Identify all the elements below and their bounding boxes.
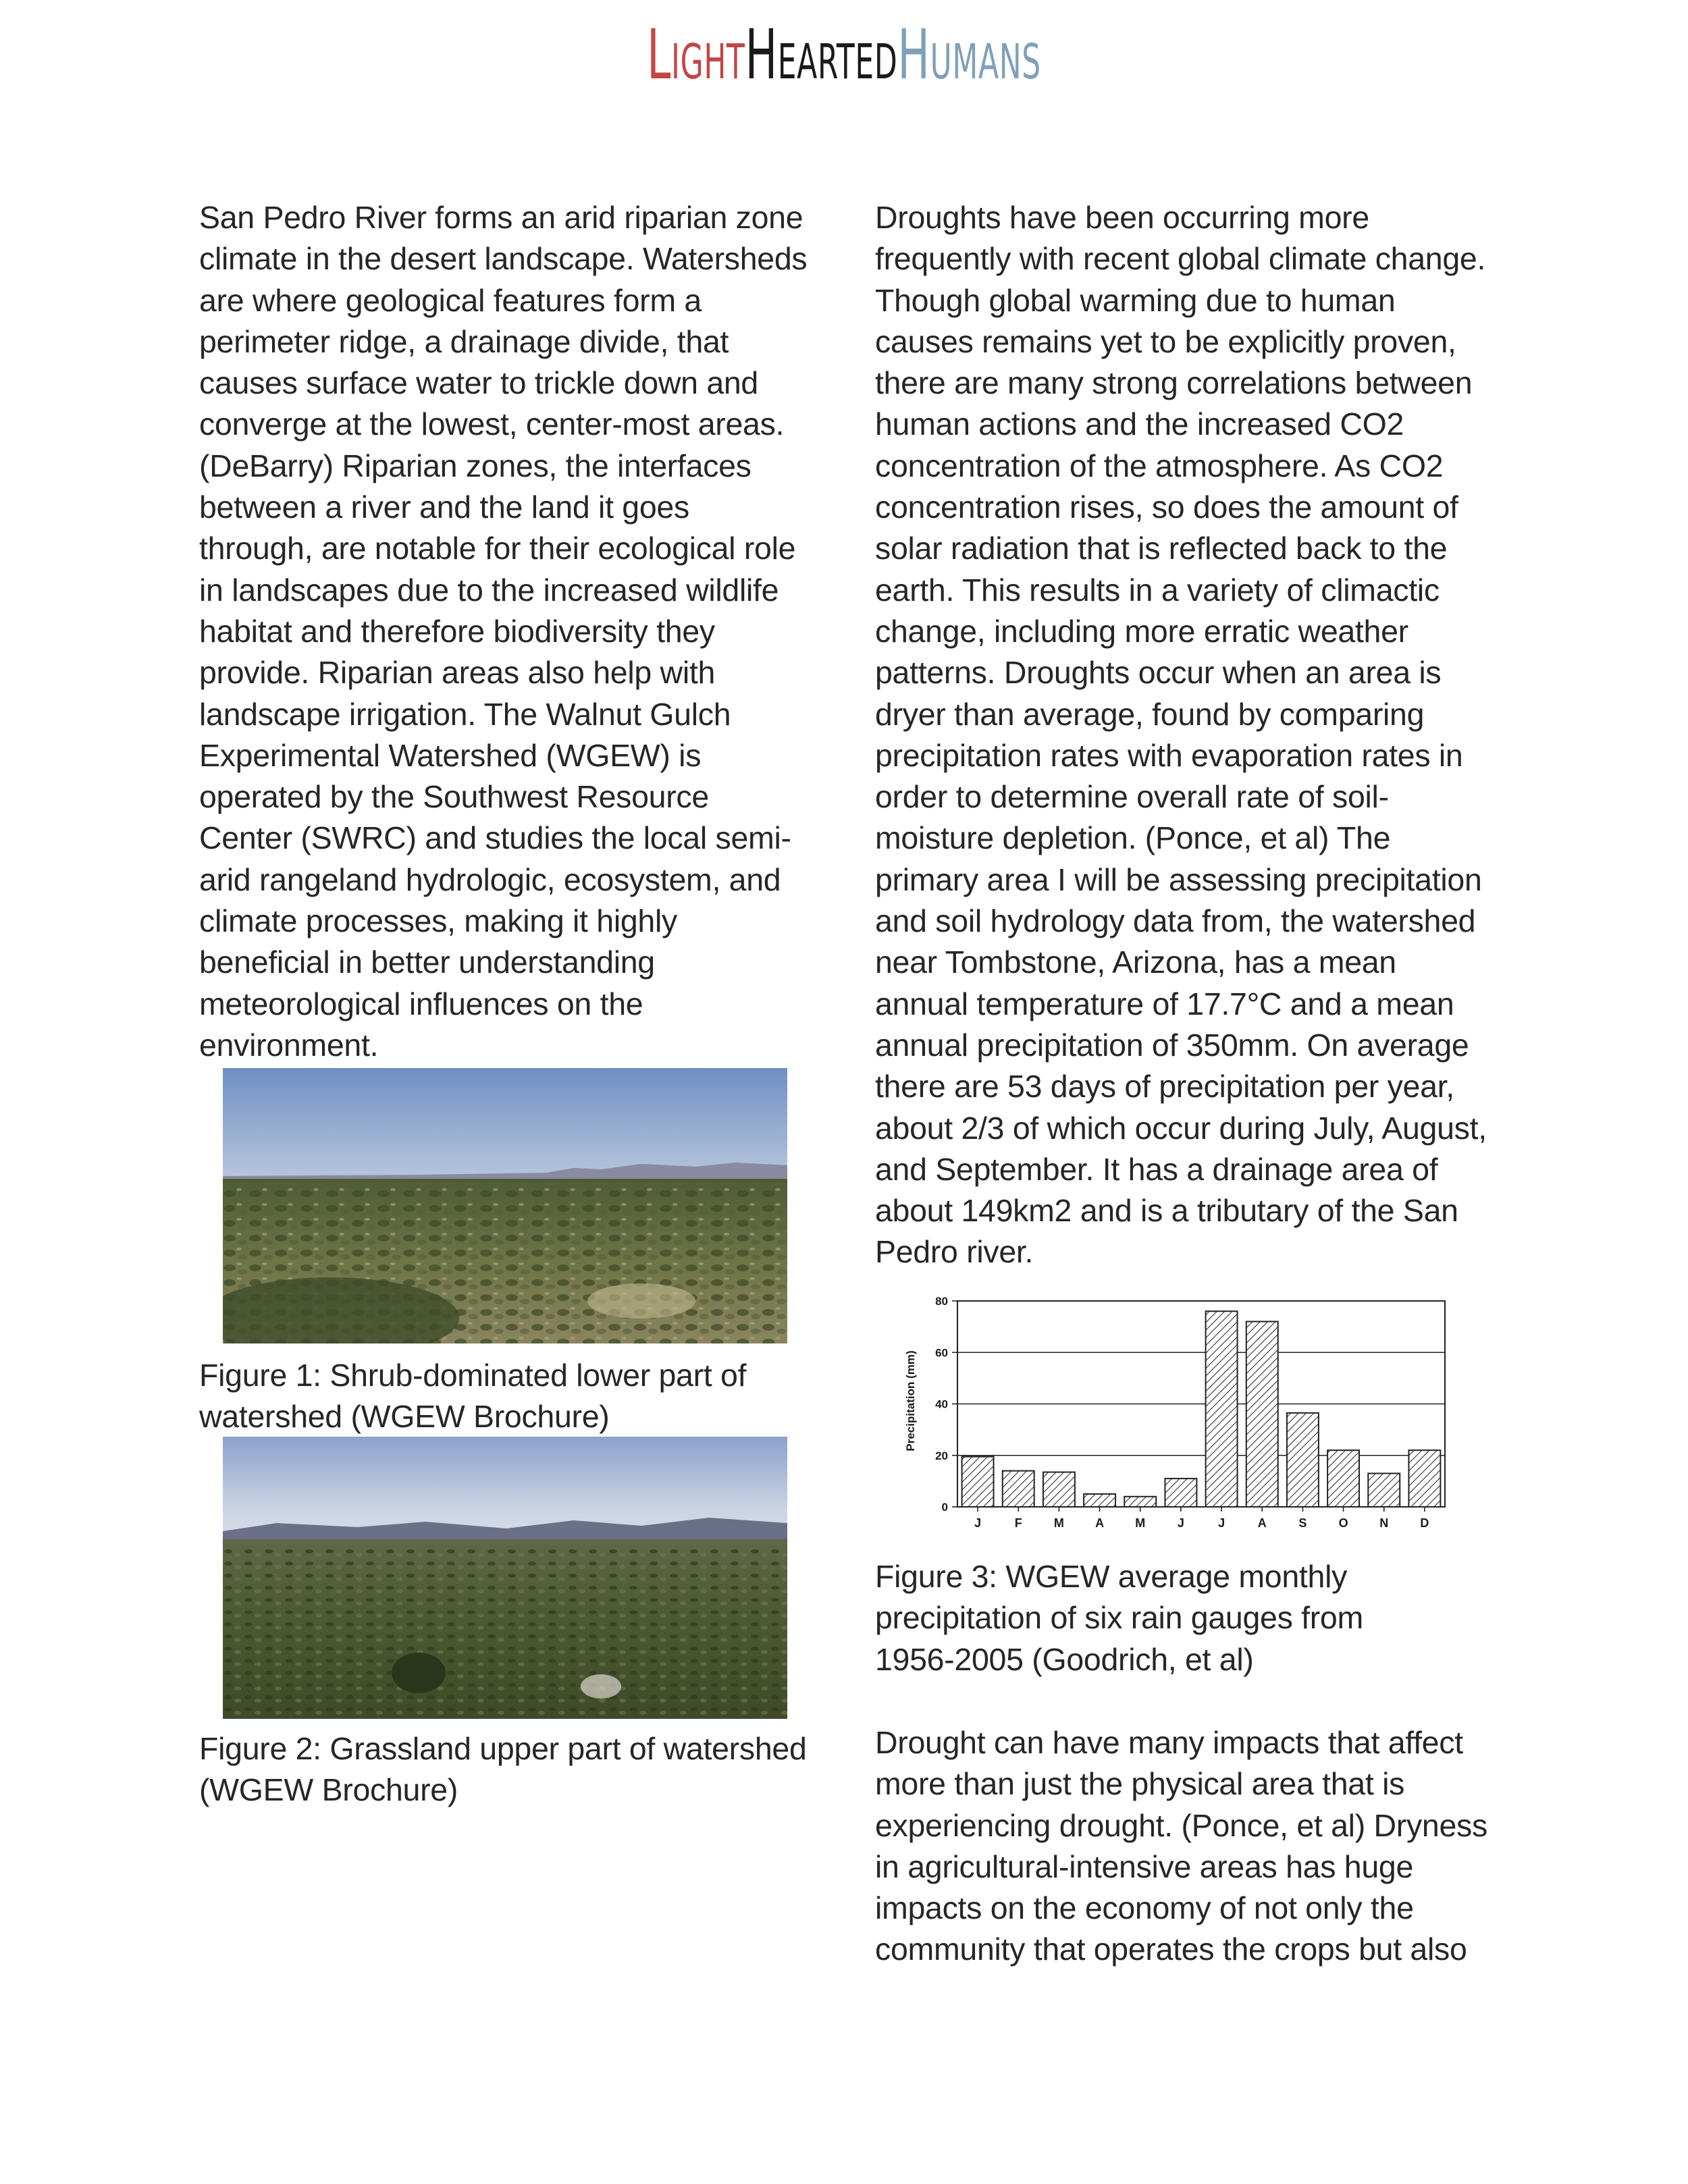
chart-bar-3: [1043, 1472, 1075, 1507]
intro-paragraph: San Pedro River forms an arid riparian zone climate in the desert landscape. Watersheds are where geological features form a perimeter ridge, a drainage divide, that causes surface water to trickle down and converge at the lowest, center-most areas. (DeBarry) Riparian zones, the interfaces between a river and the land it goes through, are notable for their ecological role in landscapes due to the increased wildlife habitat and therefore biodiversity they provide. Riparian areas also help with landscape irrigation. The Walnut Gulch Experimental Watershed (WGEW) is operated by the Southwest Resource Center (SWRC) and studies the local semi-arid rangeland hydrologic, ecosystem, and climate processes, making it highly beneficial in better understanding meteorological influences on the environment.: [199, 200, 808, 1063]
logo-word-light: Light: [647, 15, 745, 95]
logo-word-humans: Humans: [897, 15, 1041, 95]
chart-y-axis-label: Precipitation (mm): [904, 1350, 917, 1451]
chart-x-tick-label: M: [1053, 1516, 1064, 1530]
chart-x-tick-label: J: [1177, 1516, 1184, 1530]
chart-x-tick-label: A: [1095, 1516, 1105, 1530]
chart-bar-11: [1368, 1473, 1400, 1507]
chart-bar-8: [1246, 1322, 1278, 1508]
chart-x-tick-label: J: [974, 1516, 982, 1530]
figure3-precipitation-chart: [898, 1286, 1452, 1536]
chart-x-tick-label: M: [1135, 1516, 1146, 1530]
chart-y-tick-label: 60: [935, 1346, 948, 1360]
chart-x-tick-label: D: [1420, 1516, 1429, 1530]
drought-impacts-paragraph: Drought can have many impacts that affect more than just the physical area that is experiencing drought. (Ponce, et al) Dryness in agricultural-intensive areas has huge impacts on the economy of not only the community that operates the crops but also: [875, 1725, 1487, 1967]
chart-y-tick-label: 0: [941, 1501, 948, 1514]
chart-x-tick-label: S: [1298, 1516, 1307, 1530]
chart-bar-12: [1408, 1450, 1440, 1507]
chart-x-tick-label: O: [1338, 1516, 1348, 1530]
chart-bar-7: [1206, 1311, 1238, 1507]
figure2-grassland-photo: [223, 1437, 787, 1719]
chart-x-tick-label: J: [1218, 1516, 1225, 1530]
figure1-caption: Figure 1: Shrub-dominated lower part of watershed (WGEW Brochure): [199, 1358, 747, 1435]
chart-bar-9: [1287, 1413, 1319, 1507]
left-column: [199, 197, 810, 1066]
chart-bar-1: [962, 1457, 994, 1507]
figure3-caption: Figure 3: WGEW average monthly precipitation of six rain gauges from 1956-2005 (Goodrich, et al): [875, 1559, 1363, 1677]
figure1-shrubland-photo: [223, 1068, 787, 1343]
logo-word-hearted: Hearted: [745, 15, 898, 95]
chart-y-tick-label: 80: [935, 1295, 948, 1308]
chart-y-tick-label: 40: [935, 1397, 948, 1411]
chart-y-tick-labels: [935, 1295, 948, 1514]
chart-bar-2: [1003, 1471, 1034, 1507]
chart-x-tick-label: A: [1257, 1516, 1267, 1530]
right-column: [875, 197, 1489, 1273]
chart-y-tick-label: 20: [935, 1449, 948, 1462]
chart-bars: [962, 1311, 1441, 1507]
chart-bar-10: [1327, 1450, 1359, 1507]
site-logo[interactable]: [321, 15, 1367, 96]
figure2-caption: Figure 2: Grassland upper part of watershed (WGEW Brochure): [199, 1731, 807, 1808]
chart-x-tick-label: N: [1379, 1516, 1389, 1530]
chart-x-tick-labels: [974, 1516, 1429, 1530]
chart-bar-5: [1124, 1497, 1156, 1507]
chart-bar-6: [1165, 1479, 1196, 1507]
drought-paragraph: Droughts have been occurring more frequently with recent global climate change. Though global warming due to human causes remains yet to be explicitly proven, there are many strong correlations between human actions and the increased CO2 concentration of the atmosphere. As CO2 concentration rises, so does the amount of solar radiation that is reflected back to the earth. This results in a variety of climactic change, including more erratic weather patterns. Droughts occur when an area is dryer than average, found by comparing precipitation rates with evaporation rates in order to determine overall rate of soil-moisture depletion. (Ponce, et al) The primary area I will be assessing precipitation and soil hydrology data from, the watershed near Tombstone, Arizona, has a mean annual temperature of 17.7°C and a mean annual precipitation of 350mm. On average there are 53 days of precipitation per year, about 2/3 of which occur during July, August, and September. It has a drainage area of about 149km2 and is a tributary of the San Pedro river.: [875, 200, 1487, 1270]
chart-x-tick-label: F: [1014, 1516, 1022, 1530]
chart-bar-4: [1084, 1494, 1115, 1507]
